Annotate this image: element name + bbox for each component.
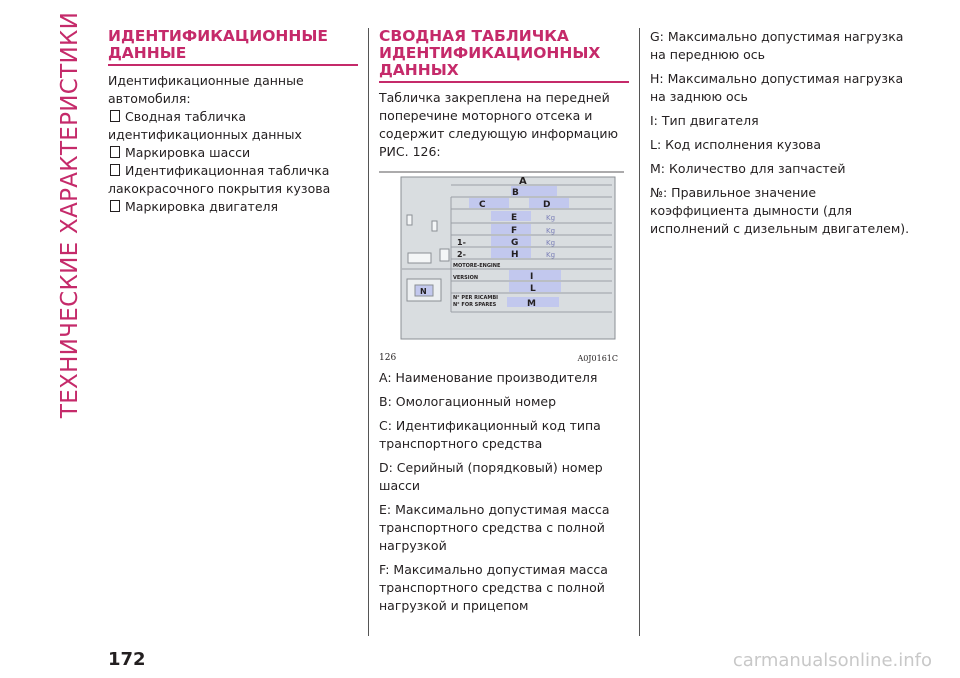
def-a: A: Наименование производителя: [379, 370, 598, 385]
column-identification: [108, 28, 358, 216]
checkbox-icon: [110, 110, 120, 122]
heading-identification: ИДЕНТИФИКАЦИОННЫЕ ДАННЫЕ: [108, 28, 358, 66]
plate-row-2: 2-: [457, 250, 466, 259]
plate-label-d: D: [543, 200, 551, 210]
checkbox-icon: [110, 146, 120, 158]
figure-caption: 126: [379, 353, 397, 363]
def-i: I: Тип двигателя: [650, 113, 759, 128]
def-h: H: Максимально допустимая нагрузка на заднюю ось: [650, 71, 904, 104]
plate-label-e: E: [511, 213, 518, 223]
plate-motore: MOTORE-ENGINE: [453, 263, 501, 269]
watermark: carmanualsonline.info: [732, 650, 932, 671]
list-item: Маркировка двигателя: [108, 198, 358, 216]
figure-code: A0J0161C: [577, 354, 618, 363]
def-n: №: Правильное значение коэффициента дымности (для исполнений с дизельным двигателем).: [650, 185, 910, 236]
plate-kg-4: Kg: [546, 251, 556, 259]
plate-intro: Табличка закреплена на передней поперечине моторного отсека и содержит следующую информацию РИС. 126:: [379, 90, 619, 159]
def-m: M: Количество для запчастей: [650, 161, 846, 176]
list-item: Маркировка шасси: [108, 144, 358, 162]
def-f: F: Максимально допустимая масса транспортного средства с полной нагрузкой и прицепом: [379, 562, 608, 613]
plate-versione: VERSION: [453, 275, 479, 281]
def-c: C: Идентификационный код типа транспортного средства: [379, 418, 601, 451]
def-e: E: Максимально допустимая масса транспортного средства с полной нагрузкой: [379, 502, 610, 553]
def-g: G: Максимально допустимая нагрузка на переднюю ось: [650, 29, 904, 62]
plate-label-l: L: [530, 284, 536, 294]
plate-label-a: A: [519, 176, 527, 187]
checkbox-icon: [110, 200, 120, 212]
side-title-text: ТЕХНИЧЕСКИЕ ХАРАКТЕРИСТИКИ: [57, 11, 83, 419]
plate-kg-2: Kg: [546, 227, 556, 235]
side-section-title: [50, 11, 90, 419]
plate-kg-3: Kg: [546, 239, 556, 247]
plate-label-m: M: [527, 299, 536, 309]
plate-label-i: I: [530, 272, 534, 282]
plate-kg-1: Kg: [546, 214, 556, 222]
def-b: B: Омологационный номер: [379, 394, 557, 409]
heading-plate: СВОДНАЯ ТАБЛИЧКА ИДЕНТИФИКАЦИОННЫХ ДАННЫХ: [379, 28, 629, 83]
plate-label-b: B: [512, 188, 519, 198]
plate-diagram: [379, 171, 624, 351]
def-d: D: Серийный (порядковый) номер шасси: [379, 460, 603, 493]
plate-label-h: H: [511, 250, 519, 260]
def-l: L: Код исполнения кузова: [650, 137, 822, 152]
plate-label-c: C: [479, 200, 486, 210]
plate-label-n: N: [420, 287, 427, 296]
column-definitions: [650, 28, 910, 238]
plate-label-f: F: [511, 226, 518, 236]
figure-126: [379, 171, 624, 363]
plate-row-1: 1-: [457, 238, 466, 247]
column-divider: [639, 28, 640, 636]
column-plate: [379, 28, 629, 615]
list-item: Идентификационная табличка лакокрасочного покрытия кузова: [108, 163, 331, 196]
plate-ricambi-1: N° PER RICAMBI: [453, 295, 498, 301]
intro-text: Идентификационные данные автомобиля:: [108, 73, 304, 106]
plate-label-g: G: [511, 238, 519, 248]
page-number: 172: [108, 649, 146, 670]
checkbox-icon: [110, 164, 120, 176]
plate-ricambi-2: N° FOR SPARES: [453, 302, 497, 308]
list-item: Сводная табличка идентификационных данных: [108, 109, 302, 142]
column-divider: [368, 28, 369, 636]
